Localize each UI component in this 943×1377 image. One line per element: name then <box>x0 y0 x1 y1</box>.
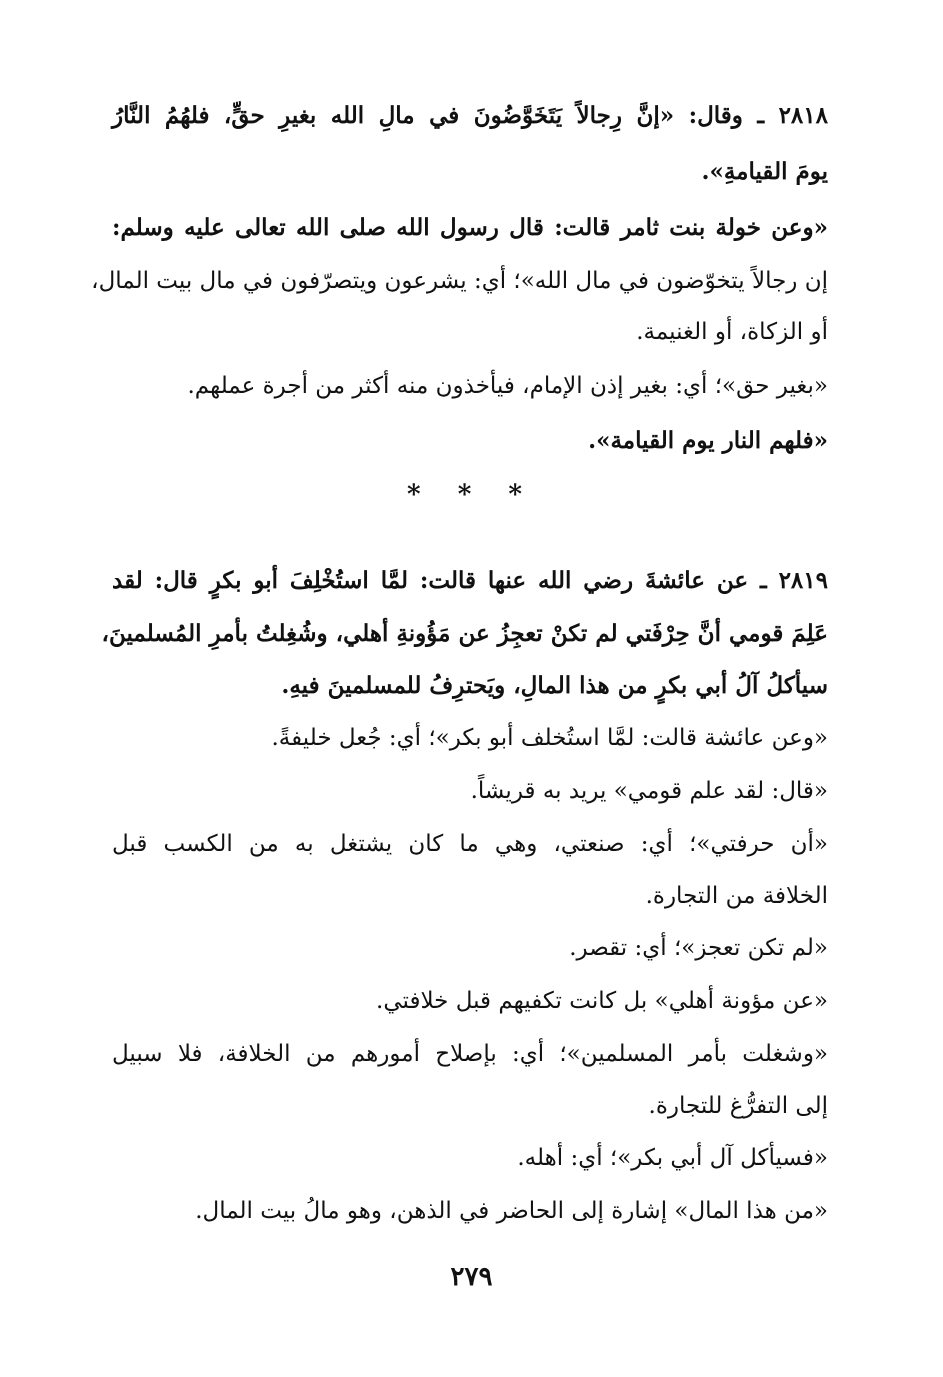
hadith-2819-line-2: عَلِمَ قومي أنَّ حِرْفَتي لم تكنْ تعجِزُ عن مَؤُونةِ أهلي، وشُغِلتُ بأمرِ المُسلمينَ، <box>101 620 828 647</box>
commentary-2819-line-7: «وشغلت بأمر المسلمين»؛ أي: بإصلاح أمورهم من الخلافة، فلا سبيل <box>112 1041 828 1067</box>
section-separator: * * * <box>407 480 536 510</box>
commentary-2819-line-1: «وعن عائشة قالت: لمَّا استُخلف أبو بكر»؛ أي: جُعل خليفةً. <box>271 725 828 751</box>
commentary-2819-line-6: «عن مؤونة أهلي» بل كانت تكفيهم قبل خلافتي. <box>376 988 828 1014</box>
commentary-2818-line-1: «وعن خولة بنت ثامر قالت: قال رسول الله صلى الله تعالى عليه وسلم: <box>112 214 828 241</box>
commentary-2818-line-2: إن رجالاً يتخوّضون في مال الله»؛ أي: يشرعون ويتصرّفون في مال بيت المال، <box>91 268 828 294</box>
commentary-2819-line-2: «قال: لقد علم قومي» يريد به قريشاً. <box>470 778 828 804</box>
commentary-2818-line-3: أو الزكاة، أو الغنيمة. <box>636 319 828 345</box>
hadith-2818-line-2: يومَ القيامةِ». <box>701 158 828 185</box>
commentary-2818-line-5: «فلهم النار يوم القيامة». <box>588 427 828 454</box>
commentary-2819-line-5: «لم تكن تعجز»؛ أي: تقصر. <box>569 935 828 961</box>
commentary-2819-line-4: الخلافة من التجارة. <box>645 883 828 909</box>
hadith-2818-line-1: ٢٨١٨ ـ وقال: «إنَّ رِجالاً يَتَخَوَّضُونَ في مالِ الله بغيرِ حقٍّ، فلهُمُ النَّارُ <box>112 102 828 129</box>
commentary-2819-line-3: «أن حرفتي»؛ أي: صنعتي، وهي ما كان يشتغل به من الكسب قبل <box>112 831 828 857</box>
commentary-2819-line-9: «فسيأكل آل أبي بكر»؛ أي: أهله. <box>517 1145 828 1171</box>
hadith-2819-line-1: ٢٨١٩ ـ عن عائشةَ رضي الله عنها قالت: لمَّا استُخْلِفَ أبو بكرٍ قال: لقد <box>112 567 828 594</box>
hadith-2819-line-3: سيأكلُ آلُ أبي بكرٍ من هذا المالِ، ويَحترِفُ للمسلمينَ فيهِ. <box>281 672 828 699</box>
commentary-2818-line-4: «بغير حق»؛ أي: بغير إذن الإمام، فيأخذون منه أكثر من أجرة عملهم. <box>187 373 828 399</box>
commentary-2819-line-10: «من هذا المال» إشارة إلى الحاضر في الذهن، وهو مالُ بيت المال. <box>195 1198 828 1224</box>
commentary-2819-line-8: إلى التفرُّغ للتجارة. <box>648 1093 828 1119</box>
page-number: ٢٧٩ <box>450 1262 493 1292</box>
